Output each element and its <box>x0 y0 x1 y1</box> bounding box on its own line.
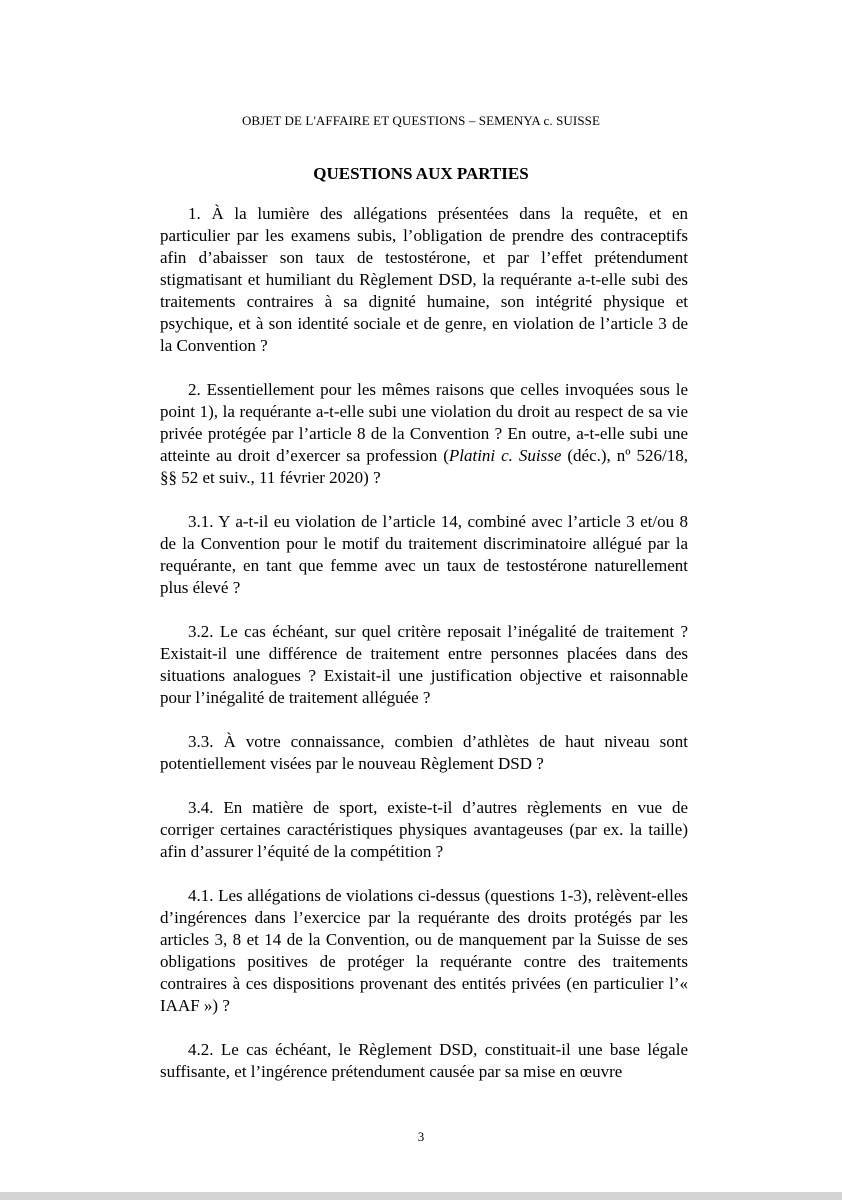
question-2-text-end: (déc.), nº 526/18, §§ 52 et suiv., 11 février 2020) ? <box>160 446 688 487</box>
question-2-text-start: 2. Essentiellement pour les mêmes raisons que celles invoquées sous le point 1), la requérante a-t-elle subi une violation du droit au respect de sa vie privée protégée par l’article 8 de la Convention ? En outre, a-t-elle subi une atteinte au droit d’exercer sa profession ( <box>160 380 688 465</box>
question-3-1: 3.1. Y a-t-il eu violation de l’article 14, combiné avec l’article 3 et/ou 8 de la Convention pour le motif du traitement discriminatoire allégué par la requérante, en tant que femme avec un taux de testostérone naturellement plus élevé ? <box>160 512 688 597</box>
section-heading: QUESTIONS AUX PARTIES <box>313 164 529 183</box>
question-3-2: 3.2. Le cas échéant, sur quel critère reposait l’inégalité de traitement ? Existait-il une différence de traitement entre personnes placées dans des situations analogues ? Existait-il une justification objective et raisonnable pour l’inégalité de traitement alléguée ? <box>160 622 688 707</box>
question-3-3: 3.3. À votre connaissance, combien d’athlètes de haut niveau sont potentiellement visées par le nouveau Règlement DSD ? <box>160 732 688 773</box>
page-bottom-edge <box>0 1192 842 1200</box>
case-citation: Platini c. Suisse <box>448 446 562 465</box>
page-number: 3 <box>417 1129 425 1144</box>
running-header: OBJET DE L'AFFAIRE ET QUESTIONS – SEMENYA c. SUISSE <box>241 113 601 128</box>
question-3-4: 3.4. En matière de sport, existe-t-il d’autres règlements en vue de corriger certaines caractéristiques physiques avantageuses (par ex. la taille) afin d’assurer l’équité de la compétition ? <box>160 798 688 861</box>
question-1: 1. À la lumière des allégations présentées dans la requête, et en particulier par les examens subis, l’obligation de prendre des contraceptifs afin d’abaisser son taux de testostérone, et par l’effet prétendument stigmatisant et humiliant du Règlement DSD, la requérante a-t-elle subi des traitements contraires à sa dignité humaine, son intégrité physique et psychique, et à son identité sociale et de genre, en violation de l’article 3 de la Convention ? <box>160 204 688 355</box>
question-4-2: 4.2. Le cas échéant, le Règlement DSD, constituait-il une base légale suffisante, et l’ingérence prétendument causée par sa mise en œuvre <box>160 1040 688 1081</box>
questions-body <box>160 203 688 1105</box>
question-2 <box>160 379 688 489</box>
question-4-1: 4.1. Les allégations de violations ci-dessus (questions 1-3), relèvent-elles d’ingérences dans l’exercice par la requérante des droits protégés par les articles 3, 8 et 14 de la Convention, ou de manquement par la Suisse de ses obligations positives de protéger la requérante contre des traitements contraires à ces dispositions provenant des entités privées (en particulier l’« IAAF ») ? <box>160 886 688 1015</box>
